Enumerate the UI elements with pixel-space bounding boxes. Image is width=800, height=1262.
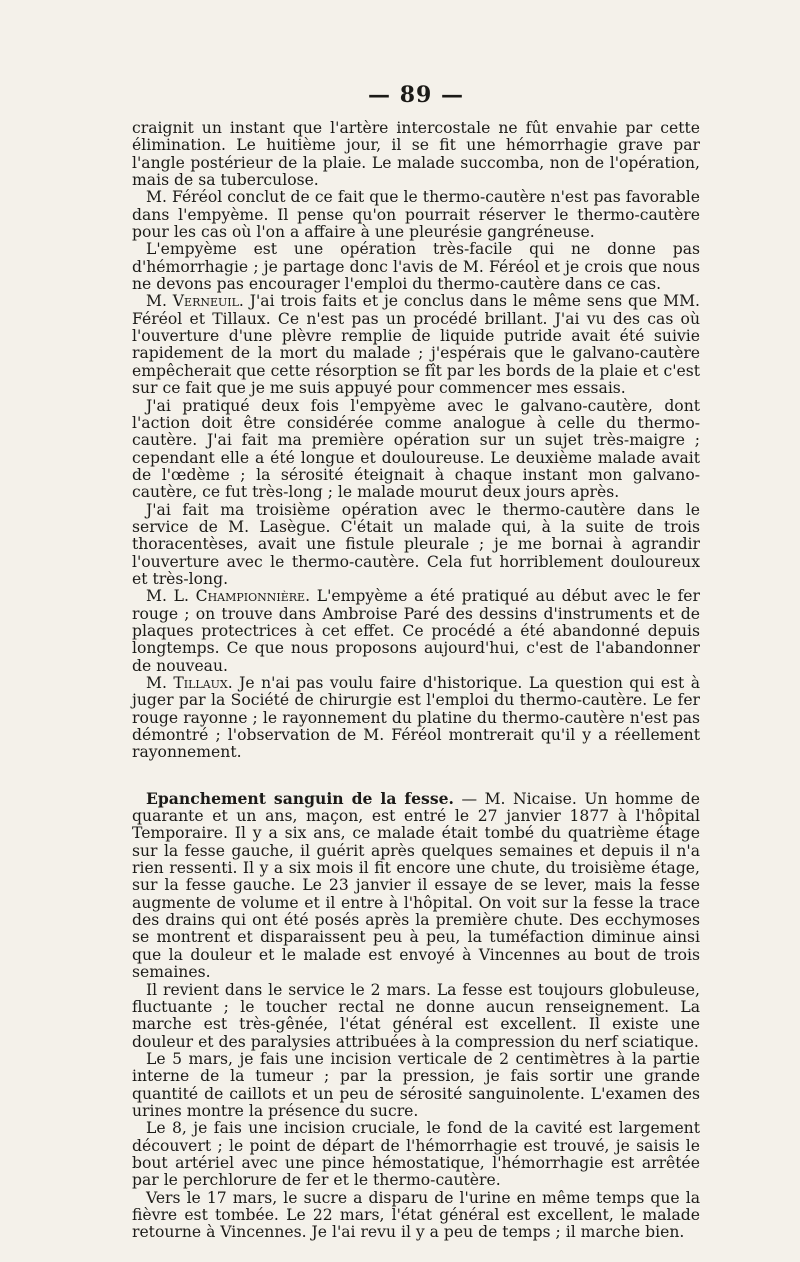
section-title: Epanchement sanguin de la fesse. bbox=[146, 788, 454, 808]
paragraph-text: J'ai fait ma troisième opération avec le thermo-cautère dans le service de M. Lasègue. C'était un malade qui, à la suite de trois thoracentèses, avait une fistule pleurale ; je me bornai à agrandir l'ouverture avec le thermo-cautère. Cela fut horriblement douloureux et très-long. bbox=[132, 500, 700, 588]
paragraph-text: Je n'ai pas voulu faire d'historique. La question qui est à juger par la Société de chirurgie est l'emploi du thermo-cautère. Le fer rouge rayonne ; le rayonnement du platine du thermo-cautère n'est pas démontré ; l'observation de M. Féréol montrerait qu'il y a réellement rayonnement. bbox=[132, 674, 700, 762]
paragraph-text: Le 5 mars, je fais une incision verticale de 2 centimètres à la partie interne de la tumeur ; par la pression, je fais sortir une grande quantité de caillots et un peu de sérosité sanguinolente. L'examen des urines montre la présence du sucre. bbox=[132, 1049, 700, 1120]
paragraph-continuation bbox=[132, 120, 700, 189]
paragraph-text: — M. Nicaise. Un homme de quarante et un ans, maçon, est entré le 27 janvier 1877 à l'hôpital Temporaire. Il y a six ans, ce malade était tombé du quatrième étage sur la fesse gauche, il guérit après quelques semaines et depuis il n'a rien ressenti. Il y a six mois il fit encore une chute, du troisième étage, sur la fesse gauche. Le 23 janvier il essaye de se lever, mais la fesse augmente de volume et il entre à l'hôpital. On voit sur la fesse la trace des drains qui ont été posés après la première chute. Des ecchymoses se montrent et disparaissent peu à peu, la tuméfaction diminue ainsi que la douleur et le malade est envoyé à Vincennes au bout de trois semaines. bbox=[132, 789, 700, 982]
speaker-name: M. L. Championnière. bbox=[146, 587, 311, 606]
paragraph-troisieme-operation bbox=[132, 502, 700, 589]
paragraph-galvano bbox=[132, 398, 700, 502]
paragraph-epanchement bbox=[132, 790, 700, 982]
paragraph-verneuil bbox=[132, 293, 700, 397]
paragraph-text: M. Féréol conclut de ce fait que le thermo-cautère n'est pas favorable dans l'empyème. Il pense qu'on pourrait réserver le thermo-cautère pour les cas où l'on a affaire à une pleurésie gangréneuse. bbox=[132, 188, 700, 242]
paragraph-tillaux bbox=[132, 675, 700, 762]
paragraph-text: craignit un instant que l'artère intercostale ne fût envahie par cette élimination. Le huitième jour, il se fit une hémorrhagie grave par l'angle postérieur de la plaie. Le malade succomba, non de l'opération, mais de sa tuberculose. bbox=[132, 119, 700, 190]
paragraph-retour-service bbox=[132, 982, 700, 1051]
paragraph-empyeme bbox=[132, 241, 700, 293]
paragraph-text: J'ai pratiqué deux fois l'empyème avec le galvano-cautère, dont l'action doit être considérée comme analogue à celle du thermo-cautère. J'ai fait ma première opération sur un sujet très-maigre ; cependant elle a été longue et douloureuse. Le deuxième malade avait de l'œdème ; la sérosité éteignait à chaque instant mon galvano-cautère, ce fut très-long ; le malade mourut deux jours après. bbox=[132, 396, 700, 502]
section-separator bbox=[132, 762, 700, 790]
paragraph-text: Le 8, je fais une incision cruciale, le fond de la cavité est largement découvert ; le point de départ de l'hémorrhagie est trouvé, je saisis le bout artériel avec une pince hémostatique, l'hémorrhagie est arrêtée par le perchlorure de fer et le thermo-cautère. bbox=[132, 1119, 700, 1190]
paragraph-text: L'empyème a été pratiqué au début avec le fer rouge ; on trouve dans Ambroise Paré des dessins d'instruments et de plaques protectrices à cet effet. Ce procédé a été abandonné depuis longtemps. Ce que nous proposons aujourd'hui, c'est de l'abandonner de nouveau. bbox=[132, 587, 700, 675]
paragraph-fereol-conclusion bbox=[132, 189, 700, 241]
paragraph-incision-cruciale bbox=[132, 1120, 700, 1189]
paragraph-text: Vers le 17 mars, le sucre a disparu de l'urine en même temps que la fièvre est tombée. Le 22 mars, l'état général est excellent, le malade retourne à Vincennes. Je l'ai revu il y a peu de temps ; il marche bien. bbox=[132, 1188, 700, 1242]
speaker-name: M. Verneuil. bbox=[146, 292, 244, 311]
paragraph-text: L'empyème est une opération très-facile qui ne donne pas d'hémorrhagie ; je partage donc l'avis de M. Féréol et je crois que nous ne devons pas encourager l'emploi du thermo-cautère dans ce cas. bbox=[132, 240, 700, 294]
speaker-name: M. Tillaux. bbox=[146, 674, 233, 692]
paragraph-championniere bbox=[132, 588, 700, 675]
paragraph-text: J'ai trois faits et je conclus dans le même sens que MM. Féréol et Tillaux. Ce n'est pas un procédé brillant. J'ai vu des cas où l'ouverture d'une plèvre remplie de liquide putride avait été suivie rapidement de la mort du malade ; j'espérais que le galvano-cautère empêcherait que cette résorption se fît par les bords de la plaie et c'est sur ce fait que je me suis appuyé pour commencer mes essais. bbox=[132, 292, 700, 398]
paragraph-text: Il revient dans le service le 2 mars. La fesse est toujours globuleuse, fluctuante ; le toucher rectal ne donne aucun renseignement. La marche est très-gênée, l'état général est excellent. Il existe une douleur et des paralysies attribuées à la compression du nerf sciatique. bbox=[132, 980, 700, 1051]
paragraph-guerison bbox=[132, 1190, 700, 1242]
page-number: — 89 — bbox=[368, 82, 464, 108]
paragraph-incision-verticale bbox=[132, 1051, 700, 1120]
